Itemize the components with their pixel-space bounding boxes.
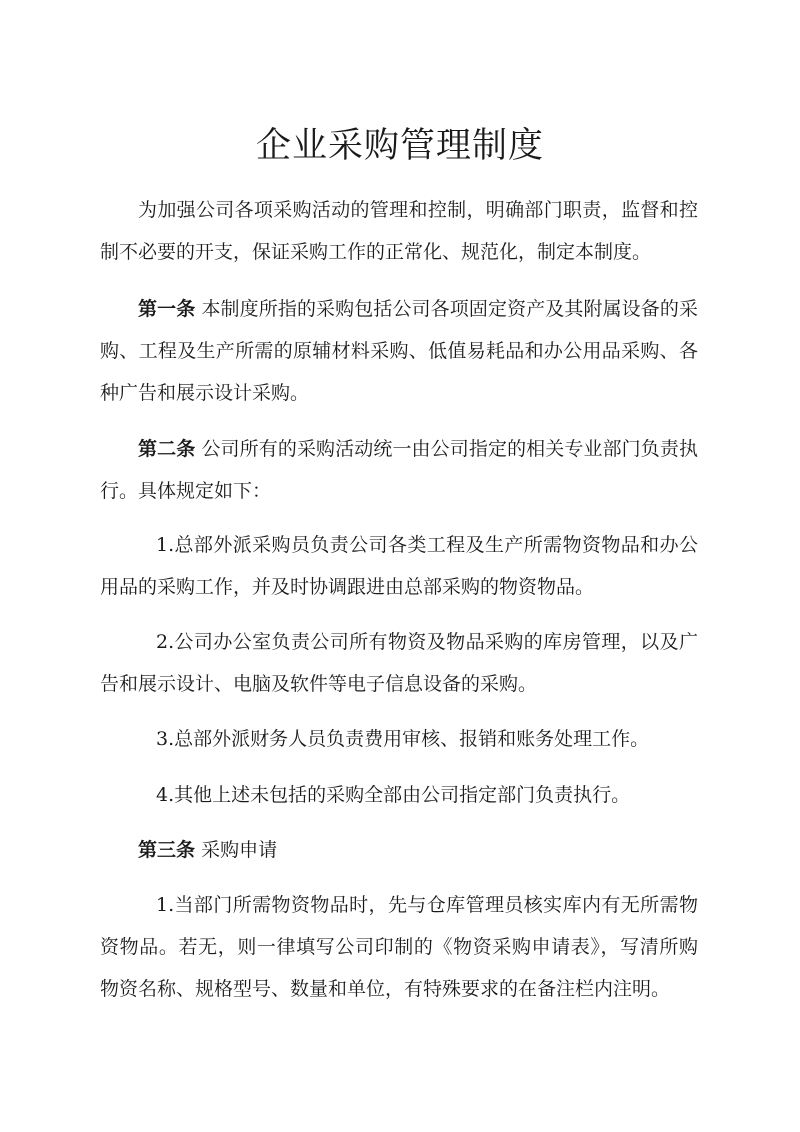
article-2-text: 公司所有的采购活动统一由公司指定的相关专业部门负责执行。具体规定如下： [100, 438, 698, 502]
article-1 [100, 288, 698, 414]
article-3-text: 采购申请 [201, 839, 278, 861]
document-title: 企业采购管理制度 [255, 126, 544, 166]
article-1-label: 第一条 [138, 298, 196, 320]
article-3-label: 第三条 [138, 839, 196, 861]
article-3-item-1: 1.当部门所需物资物品时，先与仓库管理员核实库内有无所需物资物品。若无，则一律填写公司印制的《物资采购申请表》，写清所购物资名称、规格型号、数量和单位，有特殊要求的在备注栏内注明。 [100, 894, 698, 1000]
article-1-text: 本制度所指的采购包括公司各项固定资产及其附属设备的采购、工程及生产所需的原辅材料采购、低值易耗品和办公用品采购、各种广告和展示设计采购。 [100, 298, 698, 404]
article-2-item-3: 3.总部外派财务人员负责费用审核、报销和账务处理工作。 [156, 728, 650, 750]
article-2-item-1: 1.总部外派采购员负责公司各类工程及生产所需物资物品和办公用品的采购工作，并及时协调跟进由总部采购的物资物品。 [100, 534, 698, 598]
article-2-label: 第二条 [138, 438, 196, 460]
article-3 [100, 829, 698, 871]
article-2-item-2: 2.公司办公室负责公司所有物资及物品采购的库房管理，以及广告和展示设计、电脑及软件等电子信息设备的采购。 [100, 631, 698, 695]
intro-paragraph: 为加强公司各项采购活动的管理和控制，明确部门职责，监督和控制不必要的开支，保证采购工作的正常化、规范化，制定本制度。 [100, 199, 698, 263]
article-2-item-4: 4.其他上述未包括的采购全部由公司指定部门负责执行。 [156, 784, 631, 806]
article-2 [100, 428, 698, 512]
